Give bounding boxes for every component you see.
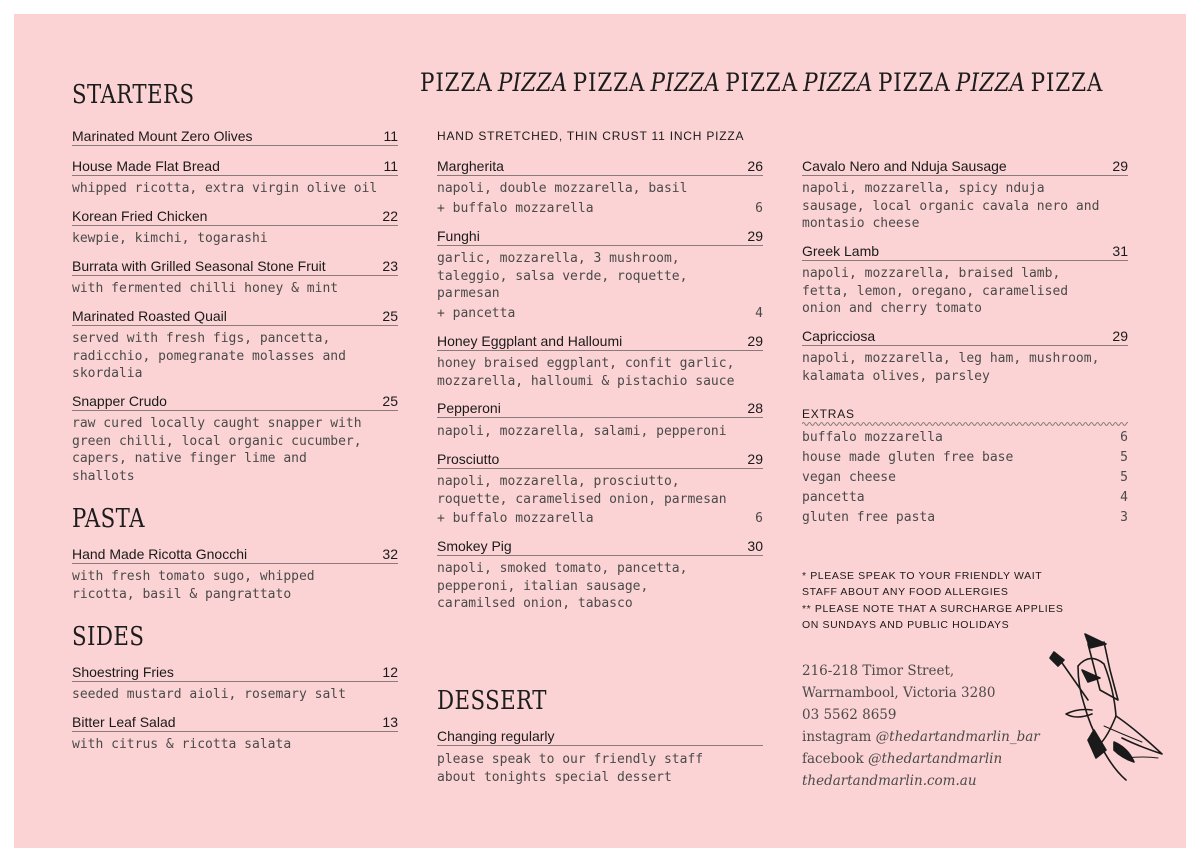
banner-word: PIZZA (955, 68, 1026, 97)
item-price: 26 (747, 158, 763, 174)
menu-item (72, 393, 398, 411)
item-description: napoli, mozzarella, spicy nduja sausage, local organic cavala nero and montasio cheese (802, 181, 1100, 231)
menu-item (72, 128, 398, 146)
item-description: kewpie, kimchi, togarashi (72, 231, 268, 246)
pasta-heading: PASTA (72, 504, 145, 534)
banner-word: PIZZA (877, 68, 951, 97)
address-line-2: Warrnambool, Victoria 3280 (802, 685, 996, 701)
item-price: 11 (383, 128, 398, 144)
item-name: Margherita (437, 158, 504, 174)
item-price: 25 (382, 393, 398, 409)
menu-item (72, 158, 398, 176)
phone-number: 03 5562 8659 (802, 707, 897, 723)
menu-item (437, 158, 763, 176)
item-price: 30 (747, 538, 763, 554)
item-description: please speak to our friendly staff about tonights special dessert (437, 752, 704, 785)
banner-word: PIZZA (650, 68, 721, 97)
item-price: 13 (382, 714, 398, 730)
allergy-note: * PLEASE SPEAK TO YOUR FRIENDLY WAIT STAFF ABOUT ANY FOOD ALLERGIES (802, 570, 1043, 598)
item-description: with fresh tomato sugo, whipped ricotta, basil & pangrattato (72, 569, 315, 602)
extra-item (802, 489, 1128, 506)
item-description: napoli, mozzarella, prosciutto, roquette, caramelised onion, parmesan (437, 474, 727, 507)
item-name: Marinated Mount Zero Olives (72, 128, 253, 144)
facebook-line (802, 748, 1040, 770)
extra-item (802, 449, 1128, 466)
item-name: Honey Eggplant and Halloumi (437, 333, 623, 349)
item-name: House Made Flat Bread (72, 158, 220, 174)
banner-word: PIZZA (497, 68, 568, 97)
item-description: with fermented chilli honey & mint (72, 281, 339, 296)
extra-name: vegan cheese (802, 470, 896, 485)
item-description: raw cured locally caught snapper with green chilli, local organic cucumber, capers, native finger lime and shallots (72, 416, 362, 484)
item-description: whipped ricotta, extra virgin olive oil (72, 181, 378, 196)
item-price: 29 (1112, 158, 1128, 174)
item-description: garlic, mozzarella, 3 mushroom, taleggio, salsa verde, roquette, parmesan (437, 251, 688, 301)
addon-name: + pancetta (437, 306, 516, 321)
extra-price: 5 (1120, 470, 1128, 485)
addon-price: 6 (755, 201, 763, 216)
menu-item (72, 664, 398, 682)
facebook-label: facebook (802, 751, 864, 767)
extra-price: 5 (1120, 450, 1128, 465)
sides-heading: SIDES (72, 622, 145, 652)
extra-price: 3 (1120, 510, 1128, 525)
item-price: 25 (382, 308, 398, 324)
item-name: Korean Fried Chicken (72, 208, 208, 224)
item-description: with citrus & ricotta salata (72, 737, 292, 752)
menu-item (437, 228, 763, 246)
banner-word: PIZZA (1030, 68, 1104, 97)
item-name: Capricciosa (802, 328, 876, 344)
dessert-heading: DESSERT (437, 686, 547, 716)
item-name: Burrata with Grilled Seasonal Stone Fruit (72, 258, 326, 274)
menu-item (437, 538, 763, 556)
extra-name: pancetta (802, 490, 865, 505)
item-price: 22 (382, 208, 398, 224)
item-price: 28 (747, 400, 763, 416)
item-price: 29 (747, 451, 763, 467)
extra-name: buffalo mozzarella (802, 430, 943, 445)
item-description: napoli, smoked tomato, pancetta, pepperoni, italian sausage, caramilsed onion, tabasco (437, 561, 688, 611)
item-description: seeded mustard aioli, rosemary salt (72, 687, 346, 702)
item-description: napoli, mozzarella, salami, pepperoni (437, 424, 727, 439)
item-price: 29 (747, 228, 763, 244)
item-addon (437, 510, 763, 527)
banner-word: PIZZA (725, 68, 798, 97)
surcharge-note: ** PLEASE NOTE THAT A SURCHARGE APPLIES ON SUNDAYS AND PUBLIC HOLIDAYS (802, 603, 1064, 631)
pizza-subtitle: HAND STRETCHED, THIN CRUST 11 INCH PIZZA (437, 129, 745, 143)
item-name: Cavalo Nero and Nduja Sausage (802, 158, 1007, 174)
extra-item (802, 469, 1128, 486)
addon-price: 6 (755, 511, 763, 526)
item-price: 31 (1112, 243, 1128, 259)
instagram-handle[interactable]: @thedartandmarlin_bar (875, 729, 1040, 745)
item-addon (437, 305, 763, 322)
item-name: Greek Lamb (802, 243, 880, 259)
item-description: honey braised eggplant, confit garlic, mozzarella, halloumi & pistachio sauce (437, 356, 735, 389)
starters-heading: STARTERS (72, 80, 195, 110)
addon-name: + buffalo mozzarella (437, 511, 594, 526)
item-name: Snapper Crudo (72, 393, 167, 409)
item-description: napoli, double mozzarella, basil (437, 181, 688, 196)
item-addon (437, 200, 763, 217)
address-line-1: 216-218 Timor Street, (802, 663, 955, 679)
item-name: Shoestring Fries (72, 664, 174, 680)
item-price: 32 (382, 546, 398, 562)
item-name: Smokey Pig (437, 538, 512, 554)
item-price: 12 (382, 664, 398, 680)
menu-item (72, 714, 398, 732)
item-description: napoli, mozzarella, braised lamb, fetta, lemon, oregano, caramelised onion and cherry tomato (802, 266, 1069, 316)
menu-item (802, 328, 1128, 346)
menu-item (802, 243, 1128, 261)
menu-item (437, 333, 763, 351)
item-name: Bitter Leaf Salad (72, 714, 176, 730)
banner-word: PIZZA (572, 68, 646, 97)
menu-item (72, 546, 398, 564)
menu-item (72, 208, 398, 226)
website-link[interactable]: thedartandmarlin.com.au (802, 773, 977, 789)
item-name: Pepperoni (437, 400, 501, 416)
item-name: Marinated Roasted Quail (72, 308, 227, 324)
item-price: 23 (382, 258, 398, 274)
menu-item (72, 258, 398, 276)
extra-item (802, 429, 1128, 446)
menu-item (72, 308, 398, 326)
item-price: 11 (383, 158, 398, 174)
pizza-banner (420, 68, 1108, 97)
facebook-handle[interactable]: @thedartandmarlin (867, 751, 1003, 767)
banner-word: PIZZA (803, 68, 873, 97)
extra-name: gluten free pasta (802, 510, 936, 525)
addon-name: + buffalo mozzarella (437, 201, 594, 216)
extra-price: 4 (1120, 490, 1128, 505)
marlin-with-dart-logo-icon (1030, 630, 1170, 790)
extra-item (802, 509, 1128, 526)
item-name: Changing regularly (437, 728, 555, 744)
instagram-line (802, 726, 1040, 748)
wavy-divider (802, 421, 1128, 427)
item-price: 29 (1112, 328, 1128, 344)
item-description: napoli, mozzarella, leg ham, mushroom, kalamata olives, parsley (802, 351, 1100, 384)
extra-price: 6 (1120, 430, 1128, 445)
menu-item (437, 451, 763, 469)
extras-heading: EXTRAS (802, 407, 855, 421)
menu-item (802, 158, 1128, 176)
extra-name: house made gluten free base (802, 450, 1014, 465)
item-name: Funghi (437, 228, 480, 244)
menu-item (437, 728, 763, 746)
addon-price: 4 (755, 306, 763, 321)
item-description: served with fresh figs, pancetta, radicchio, pomegranate molasses and skordalia (72, 331, 346, 381)
item-price: 29 (747, 333, 763, 349)
instagram-label: instagram (802, 729, 872, 745)
contact-block (802, 660, 1040, 792)
banner-word: PIZZA (420, 68, 493, 97)
item-name: Hand Made Ricotta Gnocchi (72, 546, 248, 562)
menu-item (437, 400, 763, 418)
item-name: Prosciutto (437, 451, 500, 467)
